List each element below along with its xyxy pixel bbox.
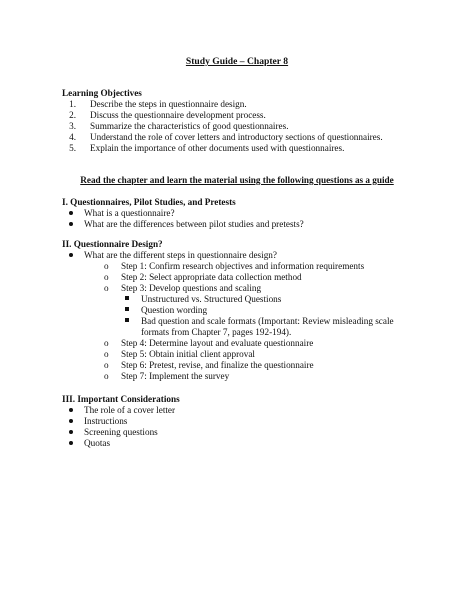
objective-text: Discuss the questionnaire development process. [90,110,266,120]
section-3-bullet: Instructions [84,416,128,426]
bullet-icon [69,222,73,226]
step-3-subitem-continued: formats from Chapter 7, pages 192-194). [141,327,292,337]
section-1-bullet: What is a questionnaire? [84,208,175,218]
step-item: Step 2: Select appropriate data collection method [121,272,302,282]
square-bullet-icon [125,307,129,311]
step-3-subitem: Bad question and scale formats (Important: Review misleading scale [141,316,394,326]
circle-bullet-icon: o [104,261,109,271]
section-2-heading: II. Questionnaire Design? [62,239,163,249]
step-3-subitem: Question wording [141,305,208,315]
square-bullet-icon [125,318,129,322]
step-item: Step 4: Determine layout and evaluate questionnaire [121,338,314,348]
section-3-bullet: The role of a cover letter [84,405,176,415]
circle-bullet-icon: o [104,272,109,282]
circle-bullet-icon: o [104,338,109,348]
objective-number: 5. [69,143,76,153]
bullet-icon [69,441,73,445]
objective-number: 3. [69,121,76,131]
circle-bullet-icon: o [104,360,109,370]
bullet-icon [69,430,73,434]
objective-text: Summarize the characteristics of good questionnaires. [90,121,289,131]
objective-number: 2. [69,110,76,120]
circle-bullet-icon: o [104,349,109,359]
bullet-icon [69,253,73,257]
bullet-icon [69,408,73,412]
learning-objectives-heading: Learning Objectives [62,88,142,98]
instruction-heading: Read the chapter and learn the material using the following questions as a guide [80,175,394,185]
bullet-icon [69,211,73,215]
square-bullet-icon [125,296,129,300]
page-title: Study Guide – Chapter 8 [185,56,289,67]
section-1-heading: I. Questionnaires, Pilot Studies, and Pretests [62,197,236,207]
objective-text: Explain the importance of other documents used with questionnaires. [90,143,345,153]
section-3-bullet: Quotas [84,438,111,448]
circle-bullet-icon: o [104,371,109,381]
objective-number: 1. [69,99,76,109]
objective-text: Describe the steps in questionnaire design. [90,99,247,109]
bullet-icon [69,419,73,423]
step-item: Step 6: Pretest, revise, and finalize the questionnaire [121,360,314,370]
section-1-bullet: What are the differences between pilot studies and pretests? [84,219,304,229]
objective-number: 4. [69,132,76,142]
step-item: Step 3: Develop questions and scaling [121,283,262,293]
step-item: Step 1: Confirm research objectives and information requirements [121,261,365,271]
section-3-heading: III. Important Considerations [62,394,180,404]
circle-bullet-icon: o [104,283,109,293]
section-3-bullet: Screening questions [84,427,158,437]
step-item: Step 5: Obtain initial client approval [121,349,255,359]
section-2-bullet: What are the different steps in questionnaire design? [84,250,277,260]
step-item: Step 7: Implement the survey [121,371,230,381]
objective-text: Understand the role of cover letters and introductory sections of questionnaires. [90,132,383,142]
step-3-subitem: Unstructured vs. Structured Questions [141,294,282,304]
